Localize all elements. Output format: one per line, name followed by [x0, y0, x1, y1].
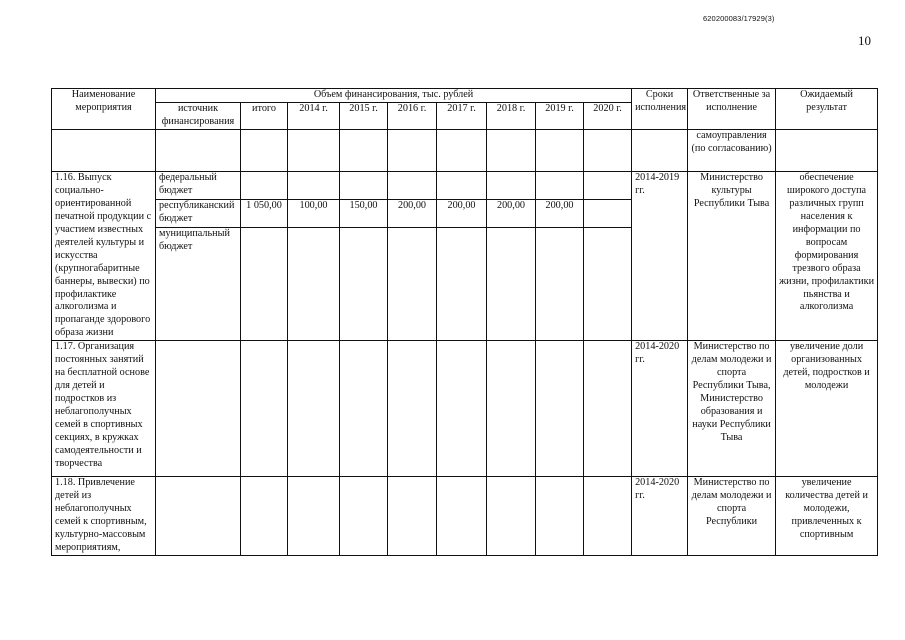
program-table — [51, 88, 878, 556]
header-year: 2015 г. — [340, 102, 388, 129]
row-1-16-name: 1.16. Выпуск социально-ориентированной печатной продукции с участием известных деятелей культуры и искусства (крупногабаритные баннеры, вывески) по профилактике алкоголизма и пропаганде здорового образа жизни — [52, 171, 156, 340]
table-row-1-17 — [52, 341, 878, 477]
row-1-16-total: 1 050,00 — [241, 200, 288, 228]
table-row-1-16-federal — [52, 171, 878, 199]
continuation-row — [52, 129, 878, 171]
row-1-16-value: 150,00 — [340, 200, 388, 228]
row-1-17-responsible: Министерство по делам молодежи и спорта Республики Тыва, Министерство образования и науки Республики Тыва — [688, 341, 776, 477]
header-source: источник финансирования — [156, 102, 241, 129]
header-year: 2014 г. — [288, 102, 340, 129]
header-financing-group: Объем финансирования, тыс. рублей — [156, 89, 632, 103]
header-year: 2016 г. — [388, 102, 437, 129]
header-terms: Сроки исполнения — [632, 89, 688, 130]
table-row-1-18 — [52, 477, 878, 556]
header-total: итого — [241, 102, 288, 129]
row-1-16-value: 200,00 — [487, 200, 536, 228]
row-1-16-result: обеспечение широкого доступа различных групп населения к информации по вопросам формирования трезвого образа жизни, профилактики пьянства и алкоголизма — [776, 171, 878, 340]
header-year: 2020 г. — [584, 102, 632, 129]
row-1-16-responsible: Министерство культуры Республики Тыва — [688, 171, 776, 340]
row-1-16-value: 200,00 — [536, 200, 584, 228]
row-1-17-name: 1.17. Организация постоянных занятий на бесплатной основе для детей и подростков из неблагополучных семей в спортивных секциях, в кружках самодеятельности и творчества — [52, 341, 156, 477]
row-1-18-name: 1.18. Привлечение детей из неблагополучных семей к спортивным, культурно-массовым мероприятиям, — [52, 477, 156, 556]
header-responsible: Ответственные за исполнение — [688, 89, 776, 130]
document-id: 620200083/17929(3) — [703, 14, 775, 23]
header-name: Наименование мероприятия — [52, 89, 156, 130]
header-year: 2018 г. — [487, 102, 536, 129]
header-year: 2017 г. — [437, 102, 487, 129]
header-row-1 — [52, 89, 878, 103]
row-1-16-source: республиканский бюджет — [156, 200, 241, 228]
row-1-16-value: 200,00 — [388, 200, 437, 228]
header-result: Ожидаемый результат — [776, 89, 878, 130]
row-1-17-result: увеличение доли организованных детей, подростков и молодежи — [776, 341, 878, 477]
row-1-16-source: муниципальный бюджет — [156, 228, 241, 341]
row-1-18-result: увеличение количества детей и молодежи, привлеченных к спортивным — [776, 477, 878, 556]
row-1-16-terms: 2014-2019 гг. — [632, 171, 688, 340]
row-1-17-terms: 2014-2020 гг. — [632, 341, 688, 477]
row-1-16-source: федеральный бюджет — [156, 171, 241, 199]
row-1-18-responsible: Министерство по делам молодежи и спорта Республики — [688, 477, 776, 556]
row-1-16-value: 200,00 — [437, 200, 487, 228]
row-1-18-terms: 2014-2020 гг. — [632, 477, 688, 556]
page-number: 10 — [858, 33, 871, 48]
header-year: 2019 г. — [536, 102, 584, 129]
continuation-responsible: самоуправления (по согласованию) — [688, 129, 776, 171]
row-1-16-value: 100,00 — [288, 200, 340, 228]
